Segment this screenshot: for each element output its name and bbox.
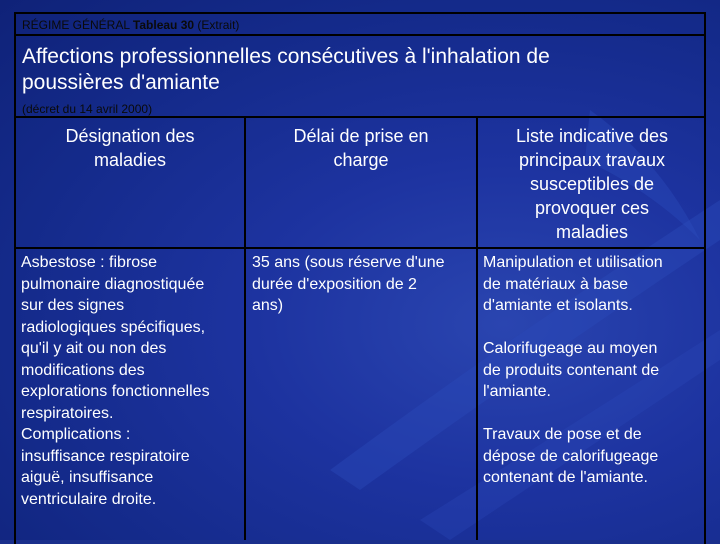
cell-line: durée d'exposition de 2 bbox=[252, 275, 417, 293]
header-line: provoquer ces bbox=[534, 198, 650, 218]
page-title bbox=[22, 44, 702, 96]
column-header-designation bbox=[18, 124, 242, 172]
column-divider-1 bbox=[244, 116, 246, 540]
cell-line: Manipulation et utilisation bbox=[483, 254, 663, 271]
cell-travaux bbox=[483, 252, 705, 489]
cell-line: sur des signes bbox=[21, 297, 125, 314]
header-line: principaux travaux bbox=[518, 150, 666, 170]
cell-line: modifications des bbox=[21, 361, 145, 379]
header-line: susceptibles de bbox=[529, 174, 655, 194]
header-line: Désignation des bbox=[65, 126, 195, 146]
cell-line: d'amiante et isolants. bbox=[483, 297, 633, 314]
cell-line: radiologiques spécifiques, bbox=[21, 318, 206, 336]
cell-line: insuffisance respiratoire bbox=[21, 447, 190, 465]
header-line: charge bbox=[333, 150, 389, 170]
cell-line: ventriculaire droite. bbox=[21, 490, 157, 508]
cell-line: l'amiante. bbox=[483, 383, 551, 400]
regime-label: RÉGIME GÉNÉRAL bbox=[22, 18, 130, 32]
table-top-rule bbox=[14, 116, 706, 118]
cell-line: 35 ans (sous réserve d'une bbox=[252, 254, 445, 271]
tableau-number: Tableau 30 bbox=[132, 18, 195, 32]
regime-header bbox=[14, 12, 706, 36]
title-line-2: poussières d'amiante bbox=[22, 71, 220, 94]
decree-subtitle: (décret du 14 avril 2000) bbox=[22, 102, 153, 116]
header-line: maladies bbox=[555, 222, 629, 242]
cell-line: qu'il y ait ou non des bbox=[21, 340, 167, 357]
cell-line: contenant de l'amiante. bbox=[483, 469, 648, 486]
cell-line: pulmonaire diagnostiquée bbox=[21, 275, 205, 293]
title-line-1: Affections professionnelles consécutives à l'inhalation de bbox=[22, 45, 550, 68]
cell-line: Asbestose : fibrose bbox=[21, 254, 158, 271]
column-header-travaux bbox=[480, 124, 704, 244]
cell-line: ans) bbox=[252, 297, 284, 314]
cell-line: de matériaux à base bbox=[483, 275, 628, 293]
cell-line: aiguë, insuffisance bbox=[21, 469, 154, 486]
cell-line: de produits contenant de bbox=[483, 361, 660, 379]
cell-line: Travaux de pose et de bbox=[483, 426, 642, 443]
cell-designation bbox=[21, 252, 243, 510]
table-header-rule bbox=[14, 247, 706, 249]
header-line: Liste indicative des bbox=[515, 126, 669, 146]
cell-line: dépose de calorifugeage bbox=[483, 447, 659, 465]
extrait-label: (Extrait) bbox=[197, 18, 240, 32]
cell-line: Complications : bbox=[21, 426, 131, 443]
cell-line: respiratoires. bbox=[21, 404, 114, 422]
cell-delai bbox=[252, 252, 476, 317]
column-divider-2 bbox=[476, 116, 478, 540]
column-header-delai bbox=[248, 124, 474, 172]
header-line: Délai de prise en bbox=[293, 126, 429, 146]
cell-line: Calorifugeage au moyen bbox=[483, 340, 658, 357]
header-line: maladies bbox=[93, 150, 167, 170]
cell-line: explorations fonctionnelles bbox=[21, 383, 210, 400]
